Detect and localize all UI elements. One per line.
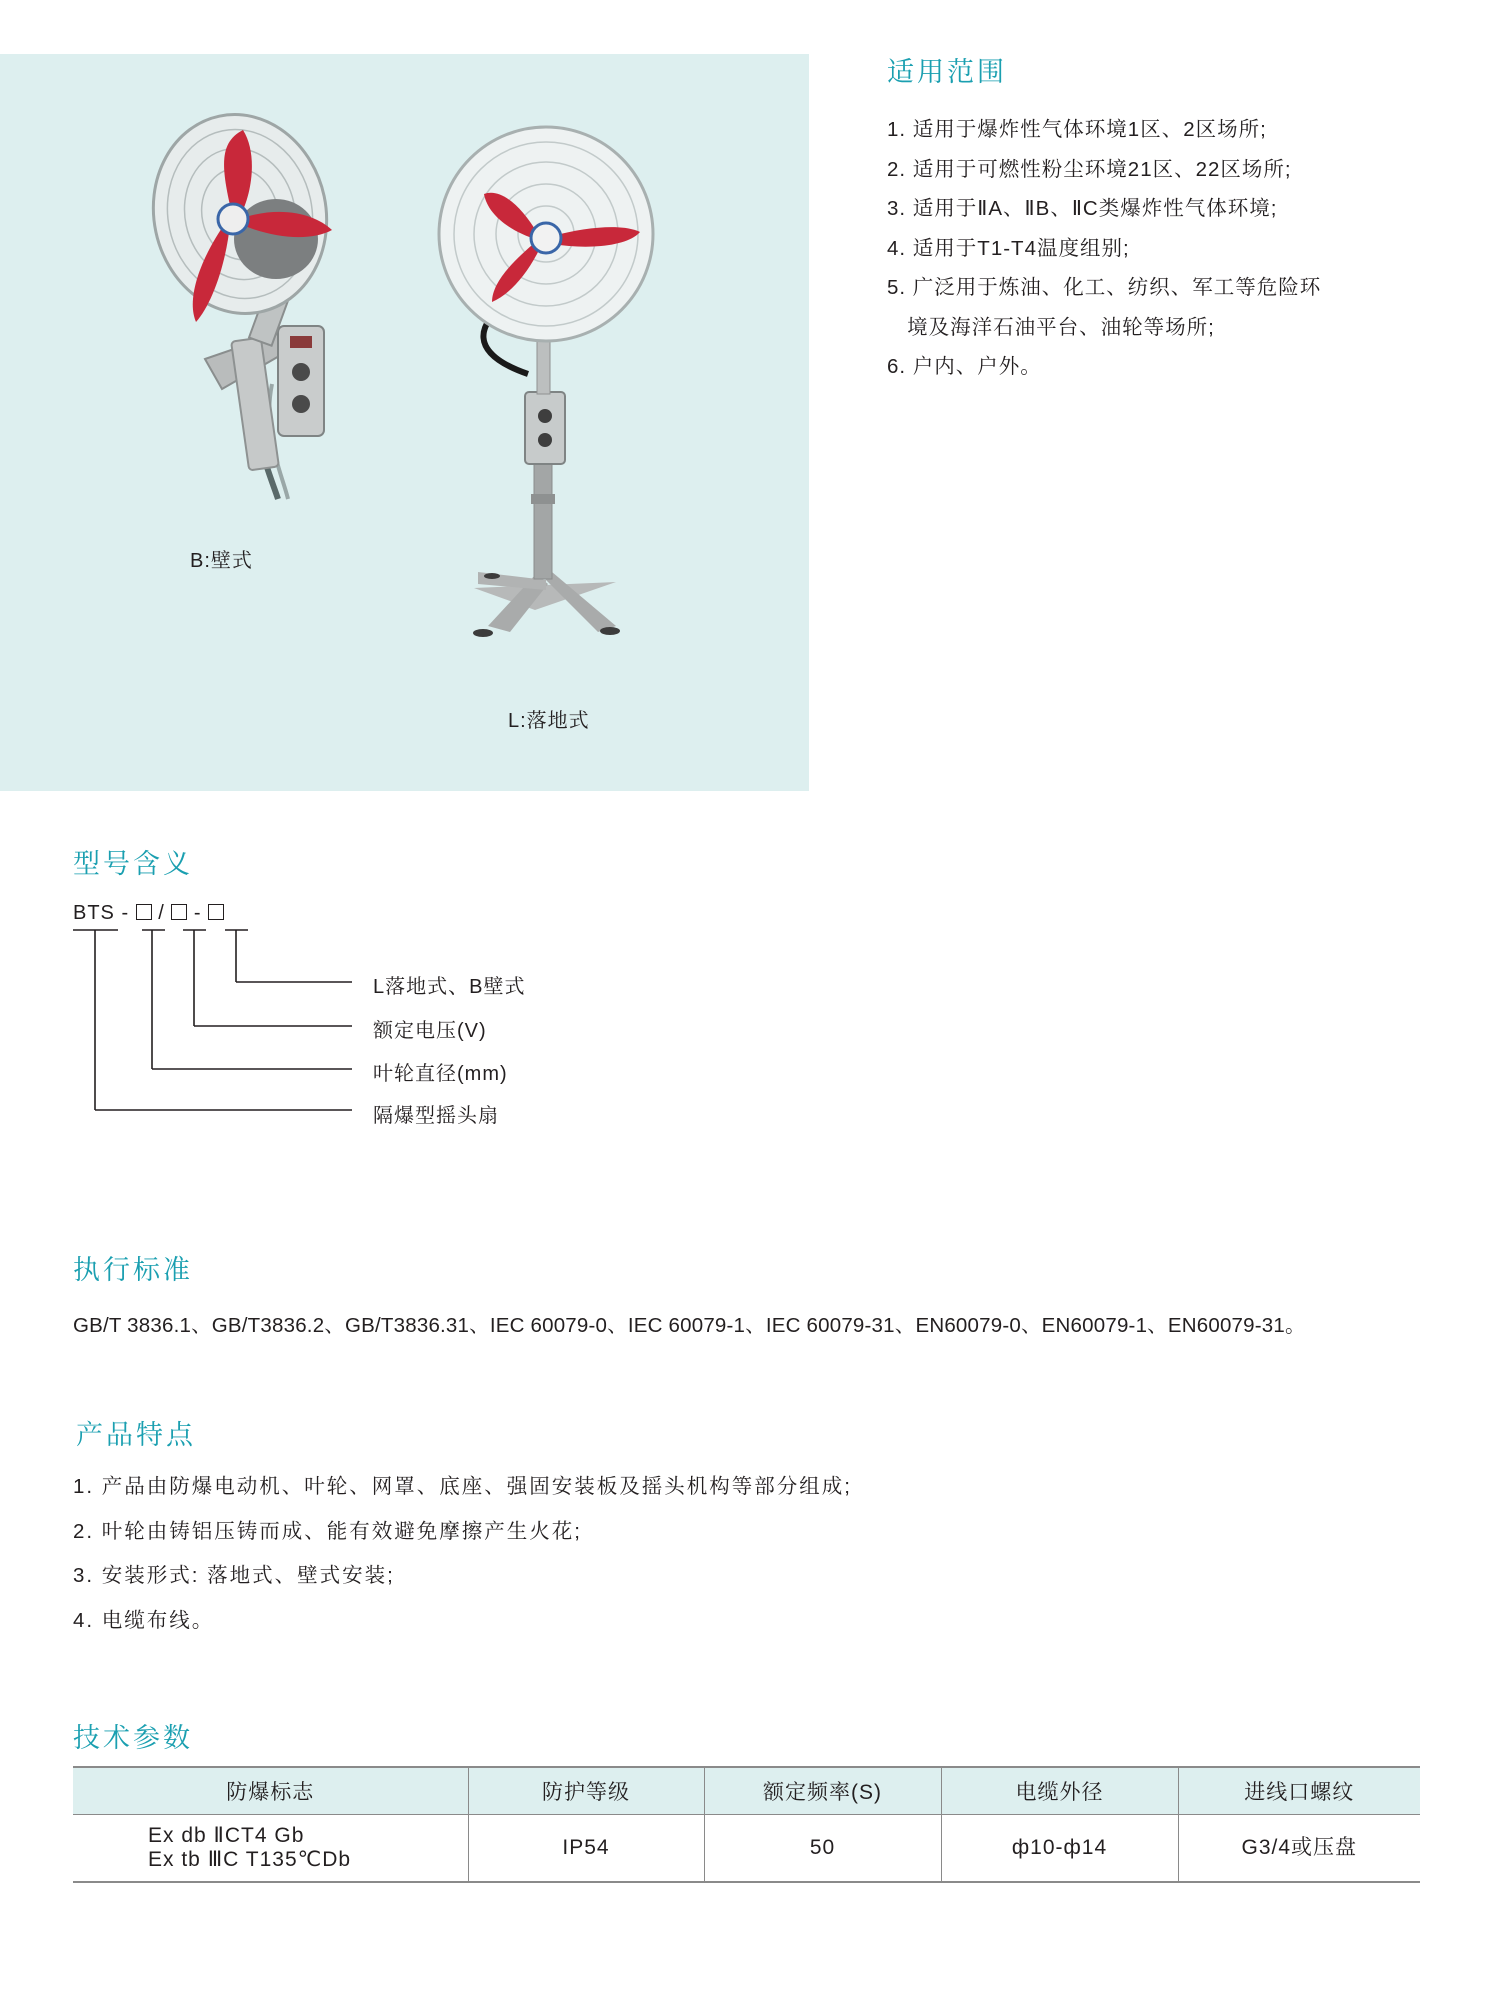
model-label-type: L落地式、B壁式	[373, 976, 526, 998]
floor-fan-caption: L:落地式	[508, 710, 590, 732]
list-item: 3. 安装形式: 落地式、壁式安装;	[73, 1564, 395, 1587]
column-header: 额定频率(S)	[704, 1767, 941, 1815]
scope-heading: 适用范围	[887, 57, 1007, 87]
list-item: 4. 适用于T1-T4温度组别;	[887, 236, 1130, 260]
protection-cell: IP54	[468, 1815, 704, 1883]
standards-heading: 执行标准	[73, 1255, 193, 1285]
model-label-voltage: 额定电压(V)	[373, 1020, 487, 1042]
features-list	[73, 1465, 852, 1643]
model-code: BTS - / -	[73, 902, 224, 925]
spec-table	[73, 1766, 1420, 1883]
explosion-mark-value: Ex db ⅡCT4 Gb Ex tb ⅢC T135℃Db	[148, 1824, 352, 1871]
explosion-mark-cell	[73, 1815, 468, 1883]
standards-text: GB/T 3836.1、GB/T3836.2、GB/T3836.31、IEC 60079-0、IEC 60079-1、IEC 60079-31、EN60079-0、EN60079-1、EN60079-31。	[73, 1314, 1306, 1337]
model-label-fan: 隔爆型摇头扇	[373, 1105, 499, 1127]
model-heading: 型号含义	[73, 849, 193, 879]
thread-cell: G3/4或压盘	[1178, 1815, 1420, 1883]
cable-cell: ф10-ф14	[941, 1815, 1178, 1883]
table-row	[73, 1815, 1420, 1883]
list-item: 2. 叶轮由铸铝压铸而成、能有效避免摩擦产生火花;	[73, 1519, 582, 1543]
list-item: 4. 电缆布线。	[73, 1608, 215, 1632]
frequency-cell: 50	[704, 1815, 941, 1883]
model-prefix: BTS	[73, 902, 115, 924]
wall-fan-caption: B:壁式	[190, 550, 253, 572]
column-header: 防护等级	[468, 1767, 704, 1815]
list-item: 1. 适用于爆炸性气体环境1区、2区场所;	[887, 118, 1267, 141]
list-item: 6. 户内、户外。	[887, 355, 1042, 378]
list-item: 2. 适用于可燃性粉尘环境21区、22区场所;	[887, 157, 1292, 181]
table-header-row	[73, 1767, 1420, 1815]
list-item: 3. 适用于ⅡA、ⅡB、ⅡC类爆炸性气体环境;	[887, 197, 1278, 220]
list-item: 5. 广泛用于炼油、化工、纺织、军工等危险环	[887, 276, 1322, 299]
list-item: 境及海洋石油平台、油轮等场所;	[887, 315, 1215, 339]
column-header: 进线口螺纹	[1178, 1767, 1420, 1815]
features-heading: 产品特点	[76, 1420, 196, 1450]
specs-heading: 技术参数	[73, 1723, 193, 1753]
model-label-diameter: 叶轮直径(mm)	[373, 1063, 508, 1085]
list-item: 1. 产品由防爆电动机、叶轮、网罩、底座、强固安装板及摇头机构等部分组成;	[73, 1475, 852, 1498]
column-header: 电缆外径	[941, 1767, 1178, 1815]
column-header: 防爆标志	[73, 1767, 468, 1815]
